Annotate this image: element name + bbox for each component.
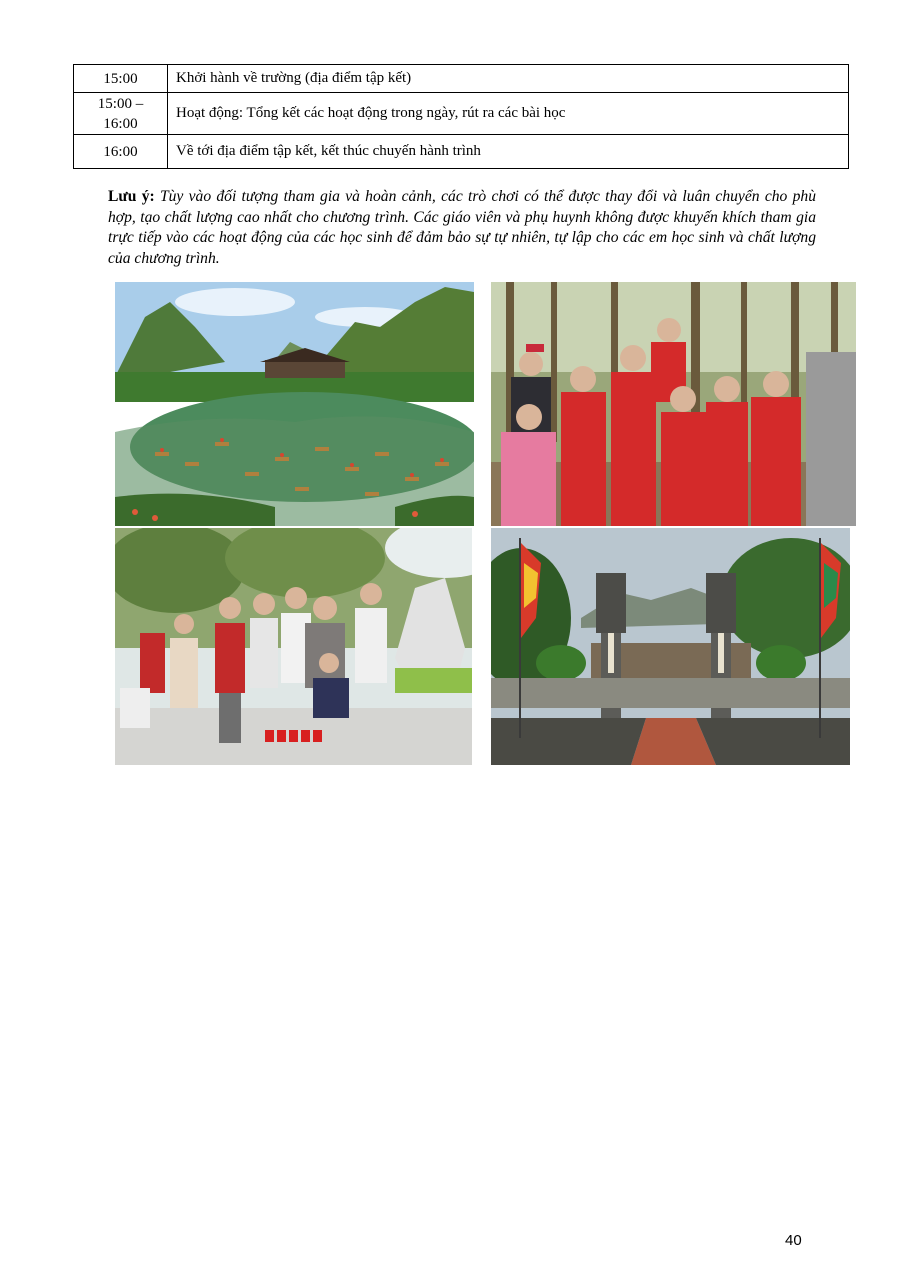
page-number: 40 [785,1232,802,1249]
note-label: Lưu ý: [108,188,155,205]
photo-students-game [115,528,472,765]
note-paragraph [108,187,816,269]
photo-temple-gate [491,528,850,765]
table-row [74,135,849,169]
time-end: 16:00 [103,115,138,132]
activity-cell: Về tới địa điểm tập kết, kết thúc chuyến hành trình [168,135,849,169]
time-cell: 15:00 [74,65,168,93]
activity-cell: Hoạt động: Tổng kết các hoạt động trong ngày, rút ra các bài học [168,93,849,135]
photo-landscape-river-boats [115,282,474,526]
time-start: 15:00 – [97,95,144,112]
note-text: Tùy vào đối tượng tham gia và hoàn cảnh, các trò chơi có thể được thay đổi và luân chuyển cho phù hợp, tạo chất lượng cao nhất cho chương trình. Các giáo viên và phụ huynh không được khuyến khích tham gia trực tiếp vào các hoạt động của các học sinh để đảm bảo sự tự nhiên, tự lập cho các em học sinh và chất lượng của chương trình. [108,188,816,267]
photo-students-forest [491,282,856,526]
table-row [74,65,849,93]
table-row [74,93,849,135]
activity-cell: Khởi hành về trường (địa điểm tập kết) [168,65,849,93]
time-cell [74,93,168,135]
time-cell: 16:00 [74,135,168,169]
schedule-table [73,64,849,169]
